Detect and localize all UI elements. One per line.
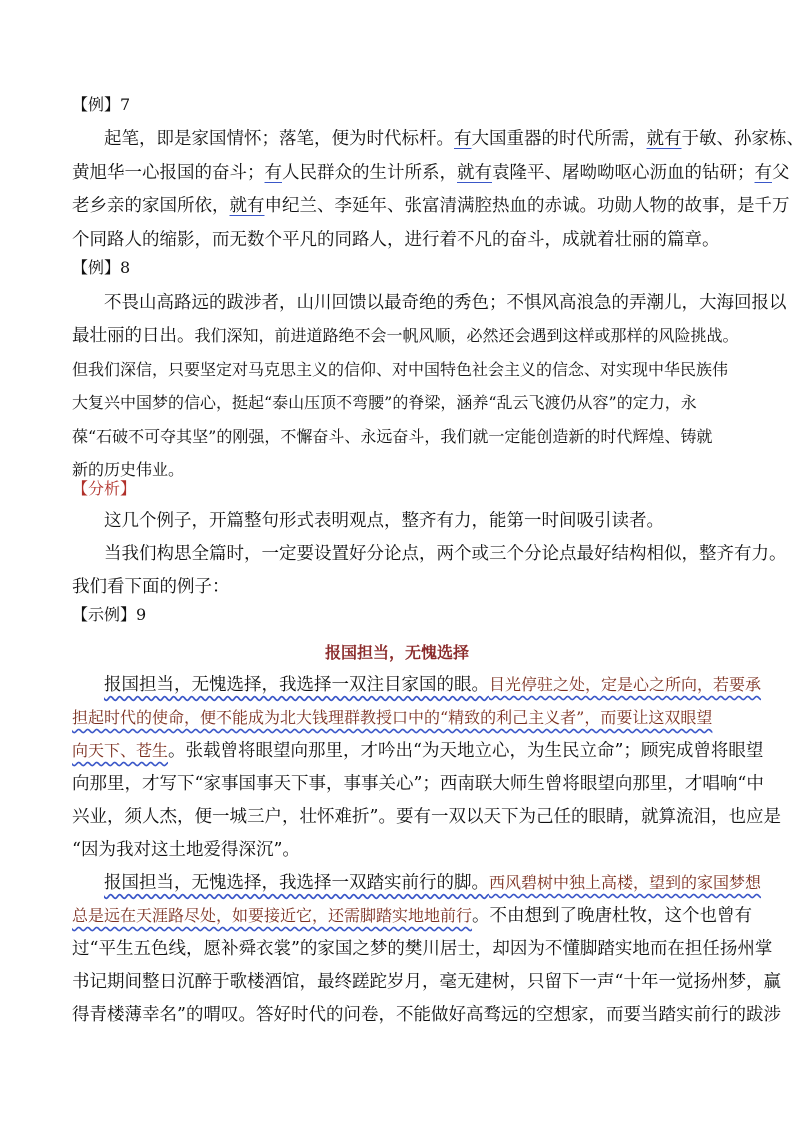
essay-p1-line-4: 向那里，才写下“家事国事天下事，事事关心”；西南联大师生曾将眼望向那里，才唱响“中 xyxy=(72,774,764,794)
example-7-line-2: 黄旭华一心报国的奋斗；有人民群众的生计所系，就有袁隆平、屠呦呦呕心沥血的钻研；有父 xyxy=(72,163,790,183)
example-8-line-1: 不畏山高路远的跋涉者，山川回馈以最奇绝的秀色；不惧风高浪急的弄潮儿，大海回报以 xyxy=(104,293,787,313)
essay-p1-line-6: “因为我对这土地爱得深沉”。 xyxy=(72,840,300,860)
essay-p2-line-4: 书记期间整日沉醉于歌楼酒馆，最终蹉跎岁月，毫无建树，只留下一声“十年一觉扬州梦，赢 xyxy=(72,972,781,992)
example-7-line-1: 起笔，即是家国情怀；落笔，便为时代标杆。有大国重器的时代所需，就有于敏、孙家栋、 xyxy=(104,129,804,149)
essay-title: 报国担当，无愧选择 xyxy=(324,643,469,662)
analysis-paragraph-2-cont: 我们看下面的例子： xyxy=(72,577,230,597)
example-7-line-4: 个同路人的缩影，而无数个平凡的同路人，进行着不凡的奋斗，成就着壮丽的篇章。 xyxy=(72,230,720,250)
analysis-paragraph-1: 这几个例子，开篇整句形式表明观点，整齐有力，能第一时间吸引读者。 xyxy=(104,511,664,531)
essay-p2-line-3: 过“平生五色线，愿补舜衣裳”的家国之梦的樊川居士，却因为不懂脚踏实地而在担任扬州掌 xyxy=(72,939,773,959)
example-7-line-3: 老乡亲的家国所依，就有申纪兰、李延年、张富清满腔热血的赤诚。功勋人物的故事，是千万 xyxy=(72,196,790,216)
essay-p1-line-3: 向天下、苍生。张载曾将眼望向那里，才吟出“为天地立心，为生民立命”；顾宪成曾将眼望 xyxy=(72,741,764,761)
example-9-label: 【示例】9 xyxy=(72,605,147,624)
essay-p1-line-2: 担起时代的使命，便不能成为北大钱理群教授口中的“精致的利己主义者”，而要让这双眼望 xyxy=(72,708,713,727)
analysis-paragraph-2: 当我们构思全篇时，一定要设置好分论点，两个或三个分论点最好结构相似，整齐有力。 xyxy=(104,544,787,564)
essay-p1-line-5: 兴业，须人杰，便一城三户，壮怀难折”。要有一双以天下为己任的眼睛，就算流泪，也应是 xyxy=(72,807,781,827)
essay-p1-line-1: 报国担当，无愧选择，我选择一双注目家国的眼。目光停驻之处，定是心之所向，若要承 xyxy=(104,675,762,695)
essay-p2-line-1: 报国担当，无愧选择，我选择一双踏实前行的脚。西风碧树中独上高楼，望到的家国梦想 xyxy=(104,873,762,893)
example-8-line-5: 葆“石破不可夺其坚”的刚强，不懈奋斗、永远奋斗，我们就一定能创造新的时代辉煌、铸就 xyxy=(72,427,713,446)
example-8-line-3: 但我们深信，只要坚定对马克思主义的信仰、对中国特色社会主义的信念、对实现中华民族伟 xyxy=(72,360,729,379)
example-8-label: 【例】8 xyxy=(72,258,131,277)
essay-p2-line-2: 总是远在天涯路尽处，如要接近它，还需脚踏实地地前行。不由想到了晚唐杜牧，这个也曾有 xyxy=(72,906,753,926)
example-7-label: 【例】7 xyxy=(72,95,131,114)
example-8-line-6: 新的历史伟业。 xyxy=(72,460,185,479)
analysis-label: 【分析】 xyxy=(72,479,137,498)
essay-p2-line-5: 得青楼薄幸名”的喟叹。答好时代的问卷，不能做好高骛远的空想家，而要当踏实前行的跋涉 xyxy=(72,1005,781,1025)
example-8-line-2: 最壮丽的日出。我们深知，前进道路绝不会一帆风顺，必然还会遇到这样或那样的风险挑战。 xyxy=(72,326,739,346)
example-8-line-4: 大复兴中国梦的信心，挺起“泰山压顶不弯腰”的脊梁，涵养“乱云飞渡仍从容”的定力，永 xyxy=(72,393,697,412)
